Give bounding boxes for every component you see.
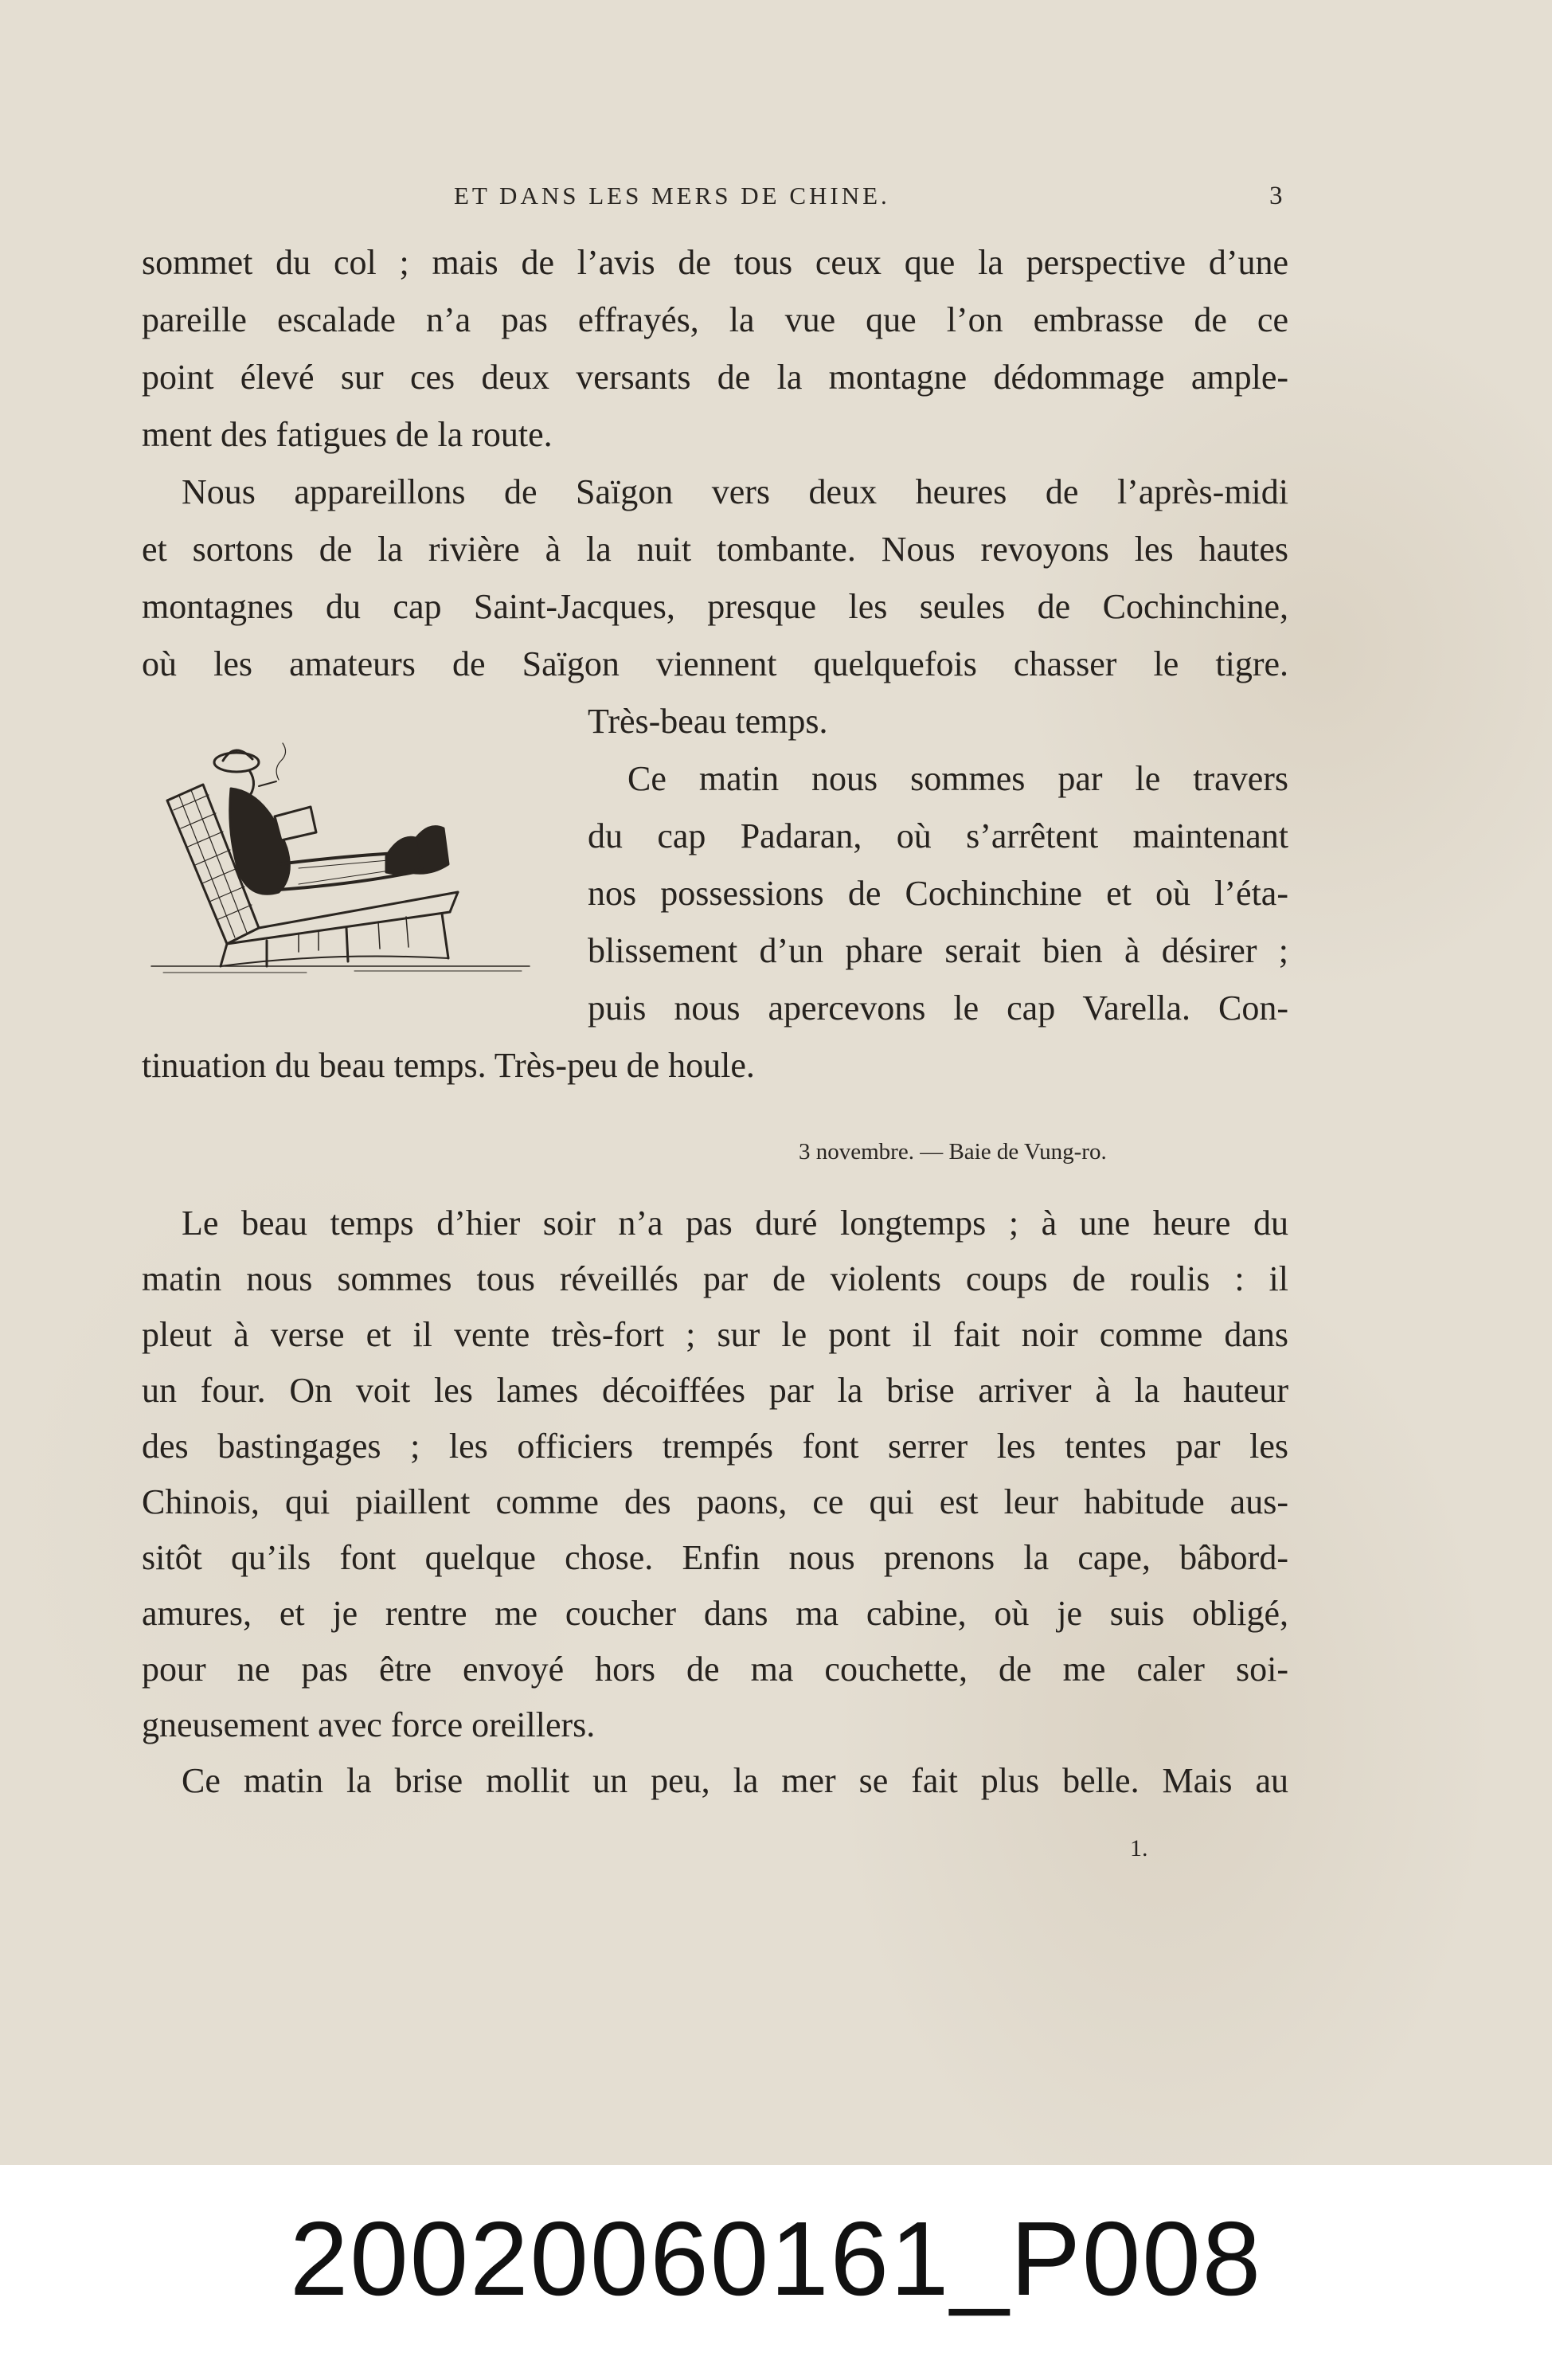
text-line: point élevé sur ces deux versants de la montagne dédommage ample- [142,358,1288,397]
text-line: ment des fatigues de la route. [142,415,553,454]
text-line: montagnes du cap Saint-Jacques, presque les seules de Cochinchine, [142,587,1288,626]
text-line: gneusement avec force oreillers. [142,1705,596,1744]
text-line: sitôt qu’ils font quelque chose. Enfin nous prenons la cape, bâbord- [142,1538,1288,1577]
text-line: blissement d’un phare serait bien à désirer ; [588,931,1288,970]
text-line: matin nous sommes tous réveillés par de violents coups de roulis : il [142,1259,1288,1298]
text-line: tinuation du beau temps. Très-peu de houle. [142,1046,755,1085]
text-line: nos possessions de Cochinchine et où l’éta- [588,874,1288,913]
text-line: pareille escalade n’a pas effrayés, la vue que l’on embrasse de ce [142,300,1288,339]
text-line: amures, et je rentre me coucher dans ma cabine, où je suis obligé, [142,1594,1288,1633]
page-number: 3 [1269,182,1283,210]
text-line: puis nous apercevons le cap Varella. Con- [588,988,1288,1028]
text-line: Ce matin la brise mollit un peu, la mer se fait plus belle. Mais au [182,1761,1288,1800]
text-line: pour ne pas être envoyé hors de ma couchette, de me caler soi- [142,1650,1288,1689]
text-line: et sortons de la rivière à la nuit tombante. Nous revoyons les hautes [142,530,1288,569]
text-line: sommet du col ; mais de l’avis de tous ceux que la perspective d’une [142,243,1288,282]
reclining-man-illustration [147,713,549,988]
text-line: du cap Padaran, où s’arrêtent maintenant [588,816,1288,855]
text-line: Le beau temps d’hier soir n’a pas duré longtemps ; à une heure du [182,1204,1288,1243]
dateline: 3 novembre. — Baie de Vung-ro. [799,1139,1107,1165]
text-line: des bastingages ; les officiers trempés font serrer les tentes par les [142,1427,1288,1466]
signature-mark: 1. [1130,1835,1148,1861]
text-line: pleut à verse et il vente très-fort ; sur le pont il fait noir comme dans [142,1315,1288,1354]
image-id-caption: 20020060161_P008 [289,2200,1263,2317]
running-head: ET DANS LES MERS DE CHINE. [454,182,890,209]
text-line: où les amateurs de Saïgon viennent quelquefois chasser le tigre. [142,644,1288,683]
text-line: Chinois, qui piaillent comme des paons, ce qui est leur habitude aus- [142,1482,1288,1521]
text-line: Ce matin nous sommes par le travers [627,759,1288,798]
text-line: Très-beau temps. [588,702,828,741]
text-line: un four. On voit les lames décoiffées par la brise arriver à la hauteur [142,1371,1288,1410]
text-line: Nous appareillons de Saïgon vers deux heures de l’après-midi [182,472,1288,511]
